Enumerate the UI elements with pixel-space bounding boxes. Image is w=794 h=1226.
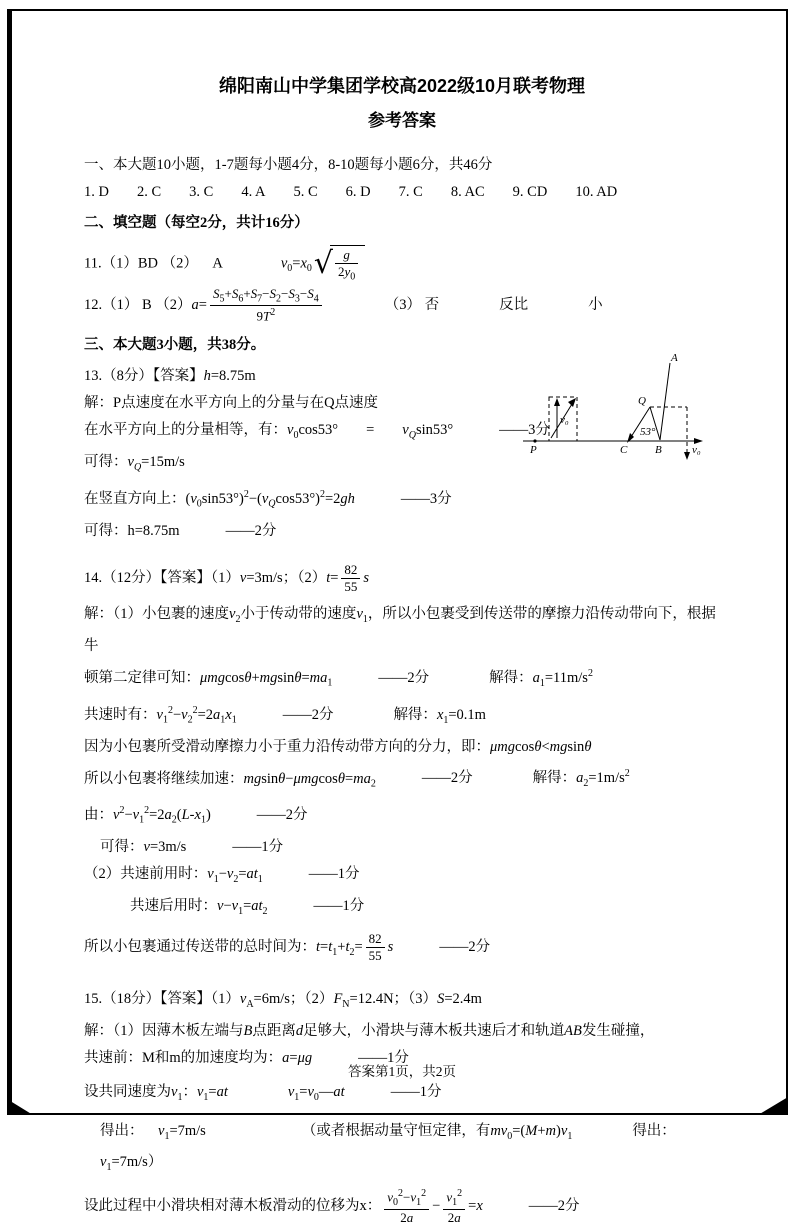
question15-block xyxy=(84,986,720,1226)
scan-artifact-bottom-right xyxy=(758,1097,788,1115)
figure-label-v0-initial: v₀ xyxy=(560,414,569,427)
document-content xyxy=(84,74,720,1226)
scan-artifact-bottom-left xyxy=(7,1099,33,1115)
figure-label-v0-final: v₀ xyxy=(692,444,701,457)
q15-solution-line: 共速前：M和m的加速度均为：a=μg ——1分 xyxy=(84,1049,409,1066)
figure-label-c: C xyxy=(620,444,628,457)
q14-solution-line: （2）共速前用时：$v_1-v_2=at_1$ ——1分 xyxy=(84,865,360,885)
section3-heading: 三、本大题3小题，共38分。 xyxy=(84,337,266,354)
q14-solution-line: 可得：v=3m/s ——1分 xyxy=(100,838,284,855)
q14-solution-line: 解：（1）小包裹的速度$v_2$小于传动带的速度$v_1$，所以小包裹受到传送带的摩擦力沿传动带向下，根据牛 xyxy=(84,606,716,655)
q14-solution-line: 所以小包裹将继续加速：$mgsin\theta-\mu mgcos\theta=ma_2$ ——2分 解得：$a_2=1m/s^2$ xyxy=(84,768,630,790)
mc-answer-4: 4. A xyxy=(241,184,266,200)
v0-down-arrowhead xyxy=(684,452,690,460)
q14-solution-line: 所以小包裹通过传送带的总时间为：$t=t_1+t_2=$ $\frac{82}{55}$ s ——2分 xyxy=(84,930,491,964)
q14-solution-line: 共速时有：$v_1^2-v_2^2=2a_1x_1$ ——2分 解得：$x_1=0.1m$ xyxy=(84,704,486,726)
q14-solution-line: 顿第二定律可知：$\mu mgcos\theta+mgsin\theta=ma_1$ ——2分 解得：$a_1=11m/s^2$ xyxy=(84,668,593,689)
q14-solution-line: 因为小包裹所受滑动摩擦力小于重力沿传动带方向的分力，即：μmgcosθ<mgsinθ xyxy=(84,738,592,755)
page-footer: 答案第1页，共2页 xyxy=(348,1064,456,1079)
resultant-arrowhead xyxy=(568,398,576,407)
question13-block xyxy=(84,352,720,545)
mc-answer-9: 9. CD xyxy=(512,184,548,200)
document-title: 绵阳南山中学集团学校高2022级10月联考物理 xyxy=(218,76,586,96)
q15-solution-line: 得出： $v_1=7m/s$ （或者根据动量守恒定律，有$mv_0=(M+m)v_1$ 得出：$v_1=7m/s$） xyxy=(100,1122,676,1174)
q11-answer-line: 11.（1）BD （2） A $v_0=x_0$ √ $\frac{g}{2y_0}$ xyxy=(84,245,720,283)
q13-solution-line: 可得：h=8.75m ——2分 xyxy=(84,522,277,539)
document-subtitle: 参考答案 xyxy=(368,111,436,130)
mc-answer-5: 5. C xyxy=(293,184,318,200)
mc-answer-8: 8. AC xyxy=(450,184,485,200)
incline-line xyxy=(660,363,670,440)
figure-label-b: B xyxy=(655,444,662,457)
section2-heading: 二、填空题（每空2分，共计16分） xyxy=(84,215,309,231)
q13-solution-line: 在竖直方向上：$(v_0\sin 53^\circ)^2-(v_Q\cos 53^\circ)^2=2gh$ ——3分 xyxy=(84,488,452,510)
q13-projectile-diagram xyxy=(519,349,714,474)
figure-label-q: Q xyxy=(638,395,646,408)
mc-answer-2: 2. C xyxy=(136,184,162,200)
v0-up-arrowhead xyxy=(554,398,560,406)
section1-heading: 一、本大题10小题，1-7题每小题4分，8-10题每小题6分，共46分 xyxy=(84,157,493,173)
q13-solution-line: 可得：$v_Q=15m/s$ xyxy=(84,454,185,473)
q15-solution-line: 设共同速度为$v_1$：$v_1=at$ $v_1=v_0—at$ ——1分 xyxy=(84,1083,442,1103)
q13-solution-line: 在水平方向上的分量相等，有：$v_0\cos 53^\circ = v_Q\sin 53^\circ$ ——3分 xyxy=(84,422,550,441)
q15-answer-head: 15.（18分）【答案】$(1)v_A=6m/s$；$(2)F_N=12.4N$；（3）S=2.4m xyxy=(84,990,482,1010)
figure-label-angle-53: 53° xyxy=(640,426,656,439)
q12-answer-line: 12.（1） B （2）a= $\frac{S_5+S_6+S_7-S_2-S_3-S_4}{9T^2}$ （3） 否 反比 小 xyxy=(84,285,603,324)
mc-answer-10: 10. AD xyxy=(575,184,618,200)
q14-answer-head: 14.（12分）【答案】（1）v=3m/s；（2）t= $\frac{82}{55}$ s xyxy=(84,561,370,594)
figure-label-a: A xyxy=(671,352,678,365)
question14-block xyxy=(84,563,720,966)
q13-solution-line: 解：P点速度在水平方向上的分量与在Q点速度 xyxy=(84,395,379,412)
mc-answer-7: 7. C xyxy=(398,184,423,200)
q14-solution-line: 由：$v^2-v_1^2=2a_2(L-x_1)$ ——2分 xyxy=(84,805,308,826)
launch-point-dot xyxy=(533,440,536,443)
multiple-choice-answers xyxy=(84,179,720,206)
mc-answer-3: 3. C xyxy=(189,184,214,200)
mc-answer-6: 6. D xyxy=(345,184,371,200)
q14-solution-line: 共速后用时：$v-v_1=at_2$ ——1分 xyxy=(130,897,365,917)
q15-solution-line: 解：（1）因薄木板左端与B点距离d足够大，小滑块与薄木板共速后才和轨道AB发生碰撞， xyxy=(84,1022,655,1039)
mc-answer-1: 1. D xyxy=(84,184,109,200)
q15-solution-line: 设此过程中小滑块相对薄木板滑动的位移为x： $\frac{v_0^2-v_1^2}{2a}$ − $\frac{v_1^2}{2a}$ =x ——2分 xyxy=(84,1188,580,1226)
q13-answer-head: 13.（8分）【答案】h=8.75m xyxy=(84,368,256,385)
figure-label-p: P xyxy=(530,444,537,457)
